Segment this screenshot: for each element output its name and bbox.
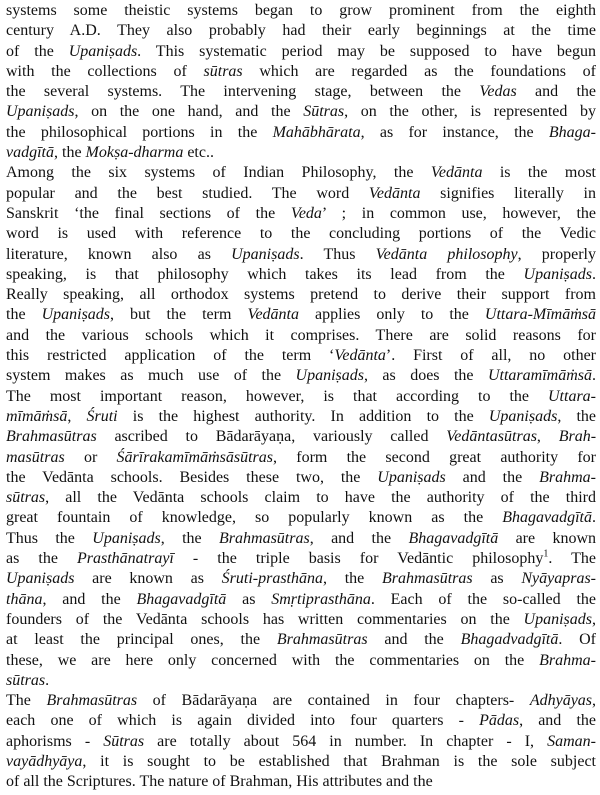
text-line xyxy=(6,569,596,589)
text-run: ’ ; in common use, however, the xyxy=(321,204,596,222)
text-run: are known as xyxy=(74,570,222,588)
text-line xyxy=(6,204,596,224)
italic-term: Brahma- xyxy=(539,468,596,486)
italic-term: Upaniṣads xyxy=(523,265,592,283)
italic-term: Nyāyapras- xyxy=(521,570,596,588)
text-run: aphorisms - xyxy=(6,732,104,750)
italic-term: Veda xyxy=(290,204,322,222)
text-run: which are regarded as the foundations of xyxy=(242,62,596,80)
text-run: popular and the best studied. The word xyxy=(6,184,369,202)
text-line xyxy=(6,143,596,163)
italic-term: Prasthānatrayī xyxy=(76,550,174,568)
text-run: , xyxy=(592,692,596,710)
text-run: , on the one hand, and the xyxy=(74,103,304,121)
text-run: the philosophical portions in the xyxy=(6,123,273,141)
italic-term: Brahmasūtras xyxy=(6,428,97,446)
text-run: . xyxy=(592,509,596,527)
text-run: , but the term xyxy=(110,306,248,324)
text-line xyxy=(6,387,596,407)
italic-term: Sūtras xyxy=(303,103,345,121)
text-run: of the xyxy=(6,42,69,60)
text-run: applies only to the xyxy=(299,306,485,324)
paragraph xyxy=(6,163,596,691)
footnote-marker: 1 xyxy=(543,549,549,560)
text-line xyxy=(6,42,596,62)
text-run: each one of which is again divided into four quarters - xyxy=(6,712,480,730)
text-run: as xyxy=(226,590,272,608)
text-run: the several systems. The intervening stage, between the xyxy=(6,83,480,101)
italic-term: Bhagavadgītā xyxy=(408,529,499,547)
text-run: , the xyxy=(557,407,596,425)
text-run: and the xyxy=(367,631,461,649)
text-run: . xyxy=(45,671,50,689)
text-run: , properly xyxy=(517,245,596,263)
text-run: , xyxy=(536,428,559,446)
text-line xyxy=(6,102,596,122)
text-run: is the most xyxy=(482,164,596,182)
text-run: , the xyxy=(160,529,220,547)
italic-term: Bhagavadgītā xyxy=(136,590,227,608)
text-line xyxy=(6,82,596,102)
italic-term: Vedas xyxy=(479,83,517,101)
italic-term: Upaniṣads xyxy=(68,42,138,60)
italic-term: Bhagavadgītā xyxy=(502,509,592,527)
text-run: the xyxy=(6,306,42,324)
text-line xyxy=(6,427,596,447)
text-run: . Each of the so-called the xyxy=(370,590,596,608)
text-line xyxy=(6,711,596,731)
text-run: , on the other, is represented by xyxy=(344,103,596,121)
text-line xyxy=(6,346,596,366)
italic-term: Smṛtiprasthāna xyxy=(271,590,371,608)
text-run: ascribed to Bādarāyaṇa, variously called xyxy=(96,428,447,446)
italic-term: Vedānta xyxy=(430,164,483,182)
italic-term: Uttaramīmāṁsā xyxy=(487,367,592,385)
text-run: , it is sought to be established that Brahman is the sole subject xyxy=(82,752,596,770)
text-run: Sanskrit ‘the final sections of the xyxy=(6,204,291,222)
italic-term: Bhaga- xyxy=(548,123,596,141)
text-run: as xyxy=(472,570,522,588)
italic-term: mīmāṁsā xyxy=(6,407,68,425)
text-run: with the collections of xyxy=(6,62,204,80)
text-run: of Bādarāyaṇa are contained in four chapters- xyxy=(137,692,530,710)
text-run: systems some theistic systems began to grow prominent from the eighth xyxy=(6,2,596,19)
italic-term: Uttara-Mīmāṁsā xyxy=(484,306,596,324)
italic-term: Adhyāyas xyxy=(529,692,593,710)
text-run: and the xyxy=(445,468,540,486)
italic-term: Brah- xyxy=(558,428,596,446)
text-run: are totally about 564 in number. In chapter - I, xyxy=(144,732,548,750)
text-run: The most important reason, however, is that according to the xyxy=(6,387,548,405)
text-run: The xyxy=(6,692,47,710)
text-line xyxy=(6,407,596,427)
italic-term: Vedānta philosophy xyxy=(375,245,518,263)
text-run: , and the xyxy=(309,529,409,547)
text-run: are known xyxy=(498,529,596,547)
text-line xyxy=(6,488,596,508)
paragraph xyxy=(6,691,596,792)
text-run: Among the six systems of Indian Philosophy, the xyxy=(6,164,431,182)
text-line xyxy=(6,1,596,21)
italic-term: thāna xyxy=(6,590,43,608)
italic-term: Upaniṣads xyxy=(41,306,111,324)
text-run: speaking, is that philosophy which takes its lead from the xyxy=(6,265,524,283)
italic-term: Vedānta xyxy=(247,306,299,324)
text-line xyxy=(6,630,596,650)
italic-term: Upaniṣads xyxy=(92,529,161,547)
text-line xyxy=(6,163,596,183)
italic-term: Bhagadvadgītā xyxy=(460,631,559,649)
italic-term: Brahmasūtras xyxy=(381,570,473,588)
text-run: system makes as much use of the xyxy=(6,367,296,385)
text-run: - the triple basis for Vedāntic philosophy xyxy=(173,550,544,568)
text-line xyxy=(6,529,596,549)
text-run: , the xyxy=(54,144,86,162)
text-line xyxy=(6,265,596,285)
text-line xyxy=(6,305,596,325)
text-run: , and the xyxy=(42,590,137,608)
text-run: , form the second great authority for xyxy=(273,448,596,466)
text-run: of all the Scriptures. The nature of Brahman, His attributes and the xyxy=(6,773,433,791)
italic-term: Mokṣa-dharma xyxy=(85,144,184,162)
italic-term: Brahmasūtras xyxy=(46,692,138,710)
italic-term: Upaniṣads xyxy=(295,367,364,385)
text-line xyxy=(6,285,596,305)
text-run: Really speaking, all orthodox systems pretend to derive their support from xyxy=(6,286,596,304)
text-run: these, we are here only concerned with the commentaries on the xyxy=(6,651,540,669)
italic-term: sūtras xyxy=(6,489,46,507)
italic-term: Śārīrakamīmāṁsāsūtras xyxy=(116,448,273,466)
text-run: is the highest authority. In addition to the xyxy=(117,407,489,425)
text-run: word is used with reference to the concluding portions of the Vedic xyxy=(6,225,596,243)
text-run: founders of the Vedānta schools has written commentaries on the xyxy=(6,610,524,628)
italic-term: Śruti-prasthāna xyxy=(221,570,323,588)
text-line xyxy=(6,326,596,346)
text-run: . xyxy=(592,367,596,385)
text-run: Thus the xyxy=(6,529,93,547)
italic-term: Śruti xyxy=(86,407,118,425)
text-line xyxy=(6,590,596,610)
text-line xyxy=(6,448,596,468)
italic-term: vayādhyāya xyxy=(6,752,83,770)
text-line xyxy=(6,752,596,772)
text-line xyxy=(6,184,596,204)
text-line xyxy=(6,691,596,711)
text-run: signifies literally in xyxy=(420,184,596,202)
italic-term: Upaniṣads xyxy=(6,570,75,588)
text-run: and the various schools which it comprises. There are solid reasons for xyxy=(6,326,596,344)
text-line xyxy=(6,366,596,386)
text-run: this restricted application of the term ‘ xyxy=(6,347,335,365)
text-run: the Vedānta schools. Besides these two, the xyxy=(6,468,378,486)
text-line xyxy=(6,62,596,82)
text-line xyxy=(6,671,596,691)
italic-term: Upaniṣads xyxy=(377,468,446,486)
text-line xyxy=(6,123,596,143)
text-line xyxy=(6,508,596,528)
italic-term: Brahmasūtras xyxy=(276,631,368,649)
italic-term: Pādas xyxy=(479,712,520,730)
italic-term: sūtras xyxy=(203,62,243,80)
text-line xyxy=(6,245,596,265)
text-run: , as does the xyxy=(363,367,488,385)
italic-term: Vedānta xyxy=(334,347,386,365)
text-run: . Thus xyxy=(299,245,376,263)
italic-term: Vedāntasūtras xyxy=(446,428,537,446)
text-run: etc.. xyxy=(183,144,214,162)
text-run: and the xyxy=(516,83,596,101)
text-line xyxy=(6,549,596,569)
text-run: , all the Vedānta schools claim to have the authority of the third xyxy=(45,489,596,507)
text-run: . This systematic period may be supposed to have begun xyxy=(137,42,596,60)
text-run: , as for instance, the xyxy=(360,123,549,141)
text-line xyxy=(6,772,596,792)
italic-term: Sūtras xyxy=(103,732,145,750)
text-run: literature, known also as xyxy=(6,245,232,263)
text-run: , xyxy=(592,610,596,628)
italic-term: sūtras xyxy=(6,671,46,689)
text-run: , xyxy=(67,407,87,425)
text-run: great fountain of knowledge, so popularly known as the xyxy=(6,509,503,527)
text-run: , the xyxy=(323,570,382,588)
italic-term: Vedānta xyxy=(368,184,421,202)
text-line xyxy=(6,732,596,752)
text-run: . xyxy=(592,265,596,283)
italic-term: Upaniṣads xyxy=(6,103,75,121)
italic-term: Upaniṣads xyxy=(523,610,592,628)
italic-term: vadgītā xyxy=(6,144,54,162)
italic-term: Brahmasūtras xyxy=(219,529,310,547)
text-run: as the xyxy=(6,550,77,568)
italic-term: masūtras xyxy=(6,448,65,466)
text-line xyxy=(6,468,596,488)
italic-term: Brahma- xyxy=(539,651,596,669)
italic-term: Upaniṣads xyxy=(488,407,558,425)
text-run: . Of xyxy=(558,631,596,649)
text-run: or xyxy=(64,448,117,466)
text-run: , and the xyxy=(519,712,596,730)
text-line xyxy=(6,21,596,41)
italic-term: Upaniṣads xyxy=(231,245,300,263)
italic-term: Uttara- xyxy=(548,387,596,405)
text-line xyxy=(6,224,596,244)
italic-term: Saman- xyxy=(547,732,596,750)
text-run: . The xyxy=(548,550,596,568)
text-run: century A.D. They also probably had their early beginnings at the time xyxy=(6,22,596,40)
paragraph xyxy=(6,1,596,163)
text-line xyxy=(6,610,596,630)
text-run: ’. First of all, no other xyxy=(385,347,596,365)
text-run: at least the principal ones, the xyxy=(6,631,277,649)
text-line xyxy=(6,651,596,671)
italic-term: Mahābhārata xyxy=(272,123,361,141)
